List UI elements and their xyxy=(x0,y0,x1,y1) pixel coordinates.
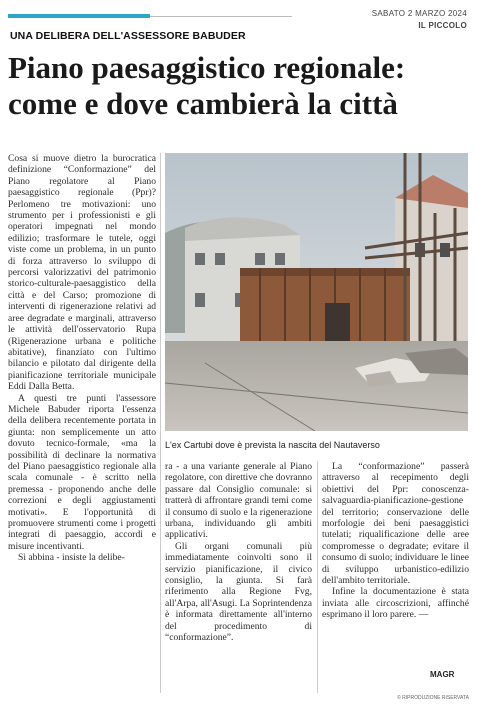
article-kicker: UNA DELIBERA DELL'ASSESSORE BABUDER xyxy=(10,30,246,42)
column-divider xyxy=(160,153,161,693)
article-photo xyxy=(165,153,468,431)
paragraph: A questi tre punti l'assessore Michele Babuder riporta l'essenza della delibera recentemente portata in giunta: non semplicemente un atto dovuto tecnico-formale, «ma la possibilità di declinare la normativa del Piano paesaggistico regionale alla scala comunale - è scritto nella premessa - proponendo anche delle correzioni e degli aggiustamenti motivati». E l'opportunità di promuovere strumenti come i progetti integrati di paesaggio, accordi e misure incentivanti. xyxy=(8,392,156,552)
photo-caption: L'ex Cartubi dove è prevista la nascita del Nautaverso xyxy=(165,440,380,450)
paragraph: La “conformazione” passerà attraverso al recepimento degli obiettivi del Ppr: conoscenza-salvaguardia-pianificazione-gestione del territorio; conservazione delle morfologie dei beni paesaggistici tutelati; riqualificazione delle aree compromesse o degradate; evitare il consumo di suolo; individuare le linee di sviluppo urbanistico-edilizio dell'ambito territoriale. xyxy=(322,461,469,587)
headline-line-1: Piano paesaggistico regionale: xyxy=(8,50,406,85)
article-headline xyxy=(8,50,470,122)
article-author: MAGR xyxy=(430,670,455,679)
paragraph: Cosa si muove dietro la burocratica definizione “Conformazione” del Piano regolatore al Piano paesaggistico regionale (Ppr)? Perlomeno tre motivazioni: uno strumento per i professionisti e gli operatori impegnati nel mondo edilizio; trasformare le tutele, oggi viste come un problema, in un punto di forza attraverso lo sviluppo di percorsi valorizzativi del patrimonio storico-culturale-paesaggistico della città e del Carso; promozione di interventi di rigenerazione relativi ad aree degradate e marginali, attraverso le attività dell'osservatorio Rupa (Rigenerazione urbana e politiche abitative), finanziato con l'ultimo bilancio e pilotato dal dirigente della pianificazione territoriale municipale Eddi Dalla Betta. xyxy=(8,153,156,393)
newspaper-name: IL PICCOLO xyxy=(418,21,467,30)
ex-cartubi-photo xyxy=(165,153,468,431)
issue-date: SABATO 2 MARZO 2024 xyxy=(371,9,467,18)
paragraph: Infine la documentazione è stata inviata alle circoscrizioni, affinché esprimano il loro parere. — xyxy=(322,586,469,621)
masthead-rule xyxy=(150,16,292,17)
article-column-3 xyxy=(322,461,469,621)
paragraph: ra - a una variante generale al Piano regolatore, con direttive che dovranno passare dal Consiglio comunale: si tratterà di affrontare grandi temi come il consumo di suolo e la rigenerazione urbana, individuando gli ambiti applicativi. xyxy=(165,461,312,541)
paragraph: Si abbina - insiste la delibe- xyxy=(18,552,125,564)
article-column-1 xyxy=(8,153,156,564)
masthead-accent-rule xyxy=(8,14,150,18)
headline-line-2: come e dove cambierà la città xyxy=(8,86,398,121)
column-divider xyxy=(317,461,318,693)
paragraph: Gli organi comunali più immediatamente coinvolti sono il servizio pianificazione, il civico consiglio, la giunta. Si farà riferimento alla Regione Fvg, all'Arpa, all'Asugi. La Soprintendenza è informata direttamente all'interno del procedimento di “conformazione”. xyxy=(165,540,312,644)
article-column-2 xyxy=(165,461,312,644)
copyright-notice: © RIPRODUZIONE RISERVATA xyxy=(397,695,469,701)
